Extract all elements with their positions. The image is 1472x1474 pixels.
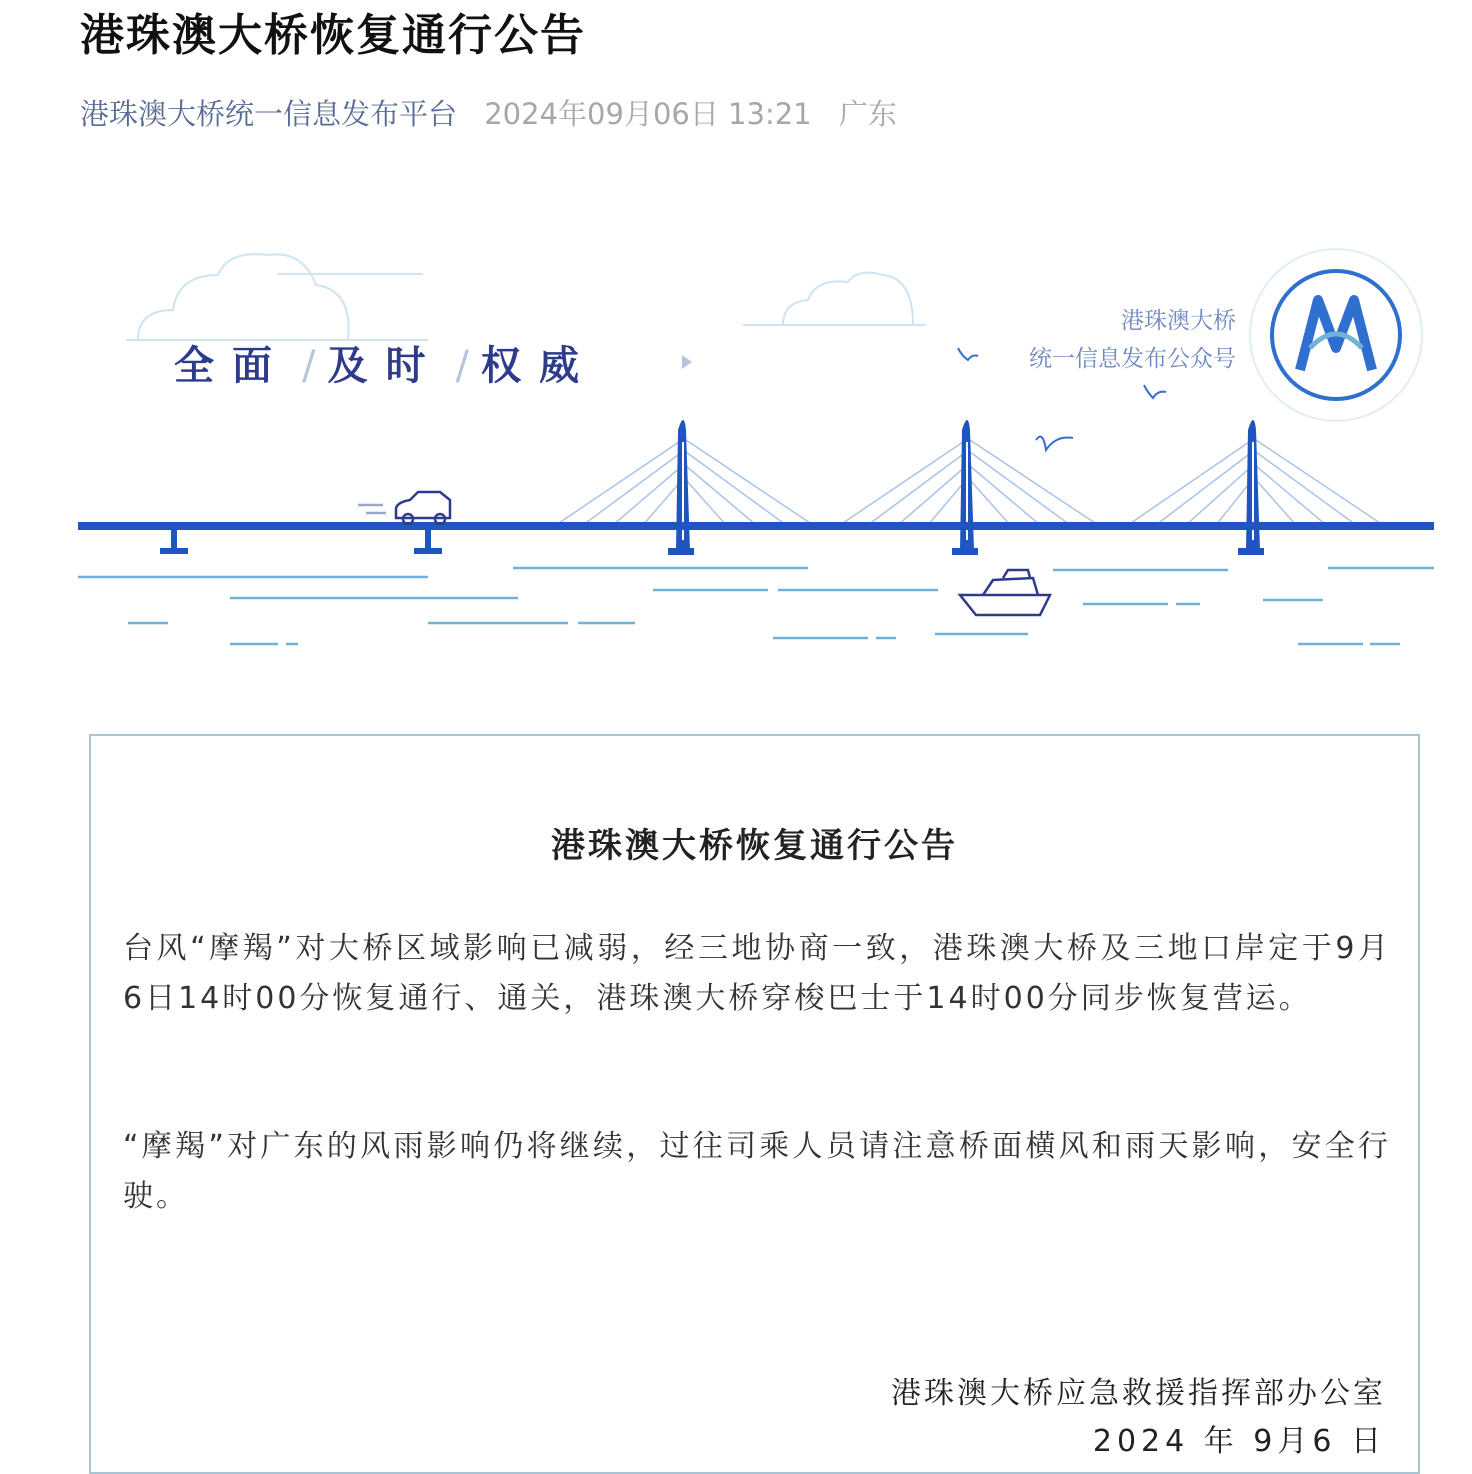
- article-title: 港珠澳大桥恢复通行公告: [80, 10, 586, 61]
- banner-image: [78, 230, 1434, 660]
- slogan-word-1: 全面: [174, 343, 290, 389]
- notice-signature: [891, 1370, 1386, 1466]
- play-icon: [682, 355, 692, 369]
- article-meta: [80, 94, 897, 134]
- account-name-link[interactable]: 港珠澳大桥统一信息发布平台: [80, 97, 458, 131]
- cloud-icon: [126, 254, 428, 340]
- bridge-illustration: [78, 230, 1434, 660]
- signature-org: 港珠澳大桥应急救援指挥部办公室: [891, 1376, 1386, 1411]
- cloud-icon-2: [743, 273, 926, 325]
- water-lines: [78, 568, 1434, 644]
- brand-line-2: 统一信息发布公众号: [1029, 346, 1236, 372]
- boat-icon: [960, 570, 1050, 615]
- slogan-word-2: 及时: [327, 343, 444, 389]
- publish-time: 2024年09月06日 13:21: [484, 97, 812, 131]
- banner-brand-text: [1000, 302, 1236, 378]
- notice-paragraph-2: “摩羯”对广东的风雨影响仍将继续，过往司乘人员请注意桥面横风和雨天影响，安全行驶。: [123, 1129, 1391, 1214]
- signature-date: 2024 年 9月6 日: [1092, 1424, 1386, 1459]
- notice-title: 港珠澳大桥恢复通行公告: [551, 826, 958, 866]
- notice-paragraph-1: 台风“摩羯”对大桥区域影响已减弱，经三地协商一致，港珠澳大桥及三地口岸定于9月6日14时00分恢复通行、通关，港珠澳大桥穿梭巴士于14时00分同步恢复营运。: [123, 931, 1391, 1016]
- slogan-word-3: 权威: [480, 343, 597, 389]
- car-icon: [358, 492, 450, 524]
- notice-box: [89, 734, 1420, 1474]
- bridge-logo-icon: [1250, 249, 1422, 421]
- publish-region: 广东: [838, 97, 897, 131]
- banner-slogan: 全面 / 及时 / 权威: [174, 343, 597, 389]
- bridge-deck: [78, 522, 1434, 530]
- brand-line-1: 港珠澳大桥: [1121, 308, 1236, 334]
